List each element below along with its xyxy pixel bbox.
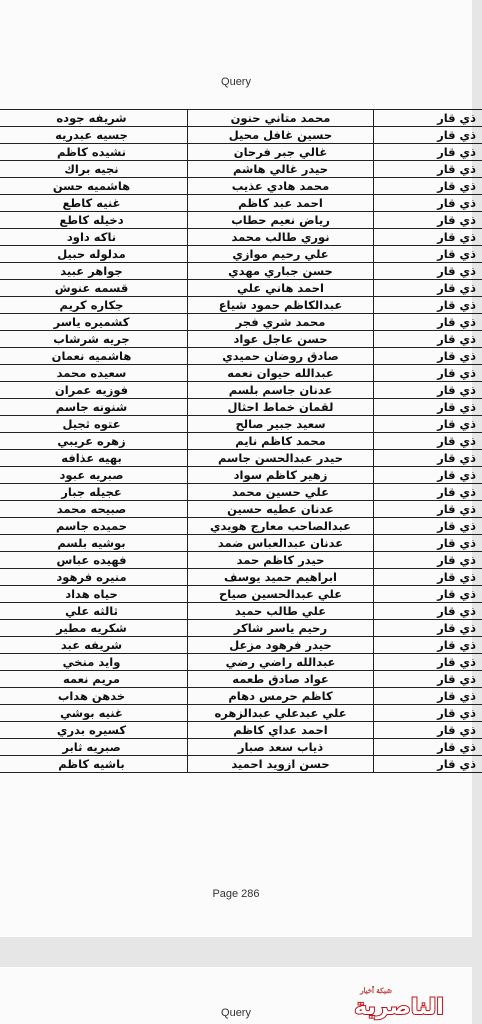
mother-name-cell: هاشميه حسن [0, 178, 188, 195]
table-row [0, 399, 482, 416]
mother-name-cell: جكاره كريم [0, 297, 188, 314]
province-cell: ذي قار [374, 348, 482, 365]
full-name-cell: نوري طالب محمد [188, 229, 374, 246]
table-row [0, 484, 482, 501]
province-cell: ذي قار [374, 195, 482, 212]
table-row [0, 178, 482, 195]
table-row [0, 535, 482, 552]
mother-name-cell: شريفه جوده [0, 110, 188, 127]
province-cell: ذي قار [374, 365, 482, 382]
mother-name-cell: صبيحه محمد [0, 501, 188, 518]
mother-name-cell: غنيه كاطع [0, 195, 188, 212]
mother-name-cell: صبريه ثابر [0, 739, 188, 756]
province-cell: ذي قار [374, 467, 482, 484]
full-name-cell: محمد كاظم نايم [188, 433, 374, 450]
mother-name-cell: عجيله جبار [0, 484, 188, 501]
mother-name-cell: جسيه عبدريه [0, 127, 188, 144]
province-cell: ذي قار [374, 433, 482, 450]
full-name-cell: ابراهيم حميد يوسف [188, 569, 374, 586]
province-cell: ذي قار [374, 110, 482, 127]
province-cell: ذي قار [374, 178, 482, 195]
mother-name-cell: مدلوله حبيل [0, 246, 188, 263]
full-name-cell: زهير كاظم سواد [188, 467, 374, 484]
full-name-cell: حسن عاجل عواد [188, 331, 374, 348]
province-cell: ذي قار [374, 518, 482, 535]
full-name-cell: حيدر كاظم حمد [188, 552, 374, 569]
mother-name-cell: قسمه عنوش [0, 280, 188, 297]
full-name-cell: لقمان خماط احثال [188, 399, 374, 416]
mother-name-cell: زهره عريبي [0, 433, 188, 450]
province-cell: ذي قار [374, 535, 482, 552]
province-cell: ذي قار [374, 603, 482, 620]
province-cell: ذي قار [374, 450, 482, 467]
province-cell: ذي قار [374, 280, 482, 297]
full-name-cell: رحيم ياسر شاكر [188, 620, 374, 637]
mother-name-cell: ناكه داود [0, 229, 188, 246]
table-row [0, 365, 482, 382]
table-row [0, 195, 482, 212]
mother-name-cell: شنونه جاسم [0, 399, 188, 416]
news-logo-watermark [336, 984, 462, 1018]
table-row [0, 705, 482, 722]
full-name-cell: ذياب سعد صبار [188, 739, 374, 756]
table-row [0, 552, 482, 569]
table-row [0, 433, 482, 450]
province-cell: ذي قار [374, 501, 482, 518]
province-cell: ذي قار [374, 246, 482, 263]
mother-name-cell: حياه هداد [0, 586, 188, 603]
full-name-cell: محمد هادي عذيب [188, 178, 374, 195]
mother-name-cell: فهيده عباس [0, 552, 188, 569]
province-cell: ذي قار [374, 161, 482, 178]
table-row [0, 416, 482, 433]
mother-name-cell: شريفه عبد [0, 637, 188, 654]
full-name-cell: عواد صادق طعمه [188, 671, 374, 688]
records-table [0, 109, 482, 773]
mother-name-cell: شكريه مطير [0, 620, 188, 637]
table-row [0, 569, 482, 586]
full-name-cell: عدنان عبدالعباس ضمد [188, 535, 374, 552]
province-cell: ذي قار [374, 263, 482, 280]
province-cell: ذي قار [374, 620, 482, 637]
province-cell: ذي قار [374, 671, 482, 688]
mother-name-cell: كسيره بدري [0, 722, 188, 739]
full-name-cell: عدنان عطيه حسين [188, 501, 374, 518]
mother-name-cell: عتوه ثجيل [0, 416, 188, 433]
table-row [0, 603, 482, 620]
province-cell: ذي قار [374, 705, 482, 722]
mother-name-cell: منيره فرهود [0, 569, 188, 586]
province-cell: ذي قار [374, 722, 482, 739]
mother-name-cell: نجيه براك [0, 161, 188, 178]
table-row [0, 382, 482, 399]
mother-name-cell: باشيه كاظم [0, 756, 188, 773]
mother-name-cell: غنيه بوشي [0, 705, 188, 722]
full-name-cell: علي حسين محمد [188, 484, 374, 501]
table-row [0, 127, 482, 144]
province-cell: ذي قار [374, 739, 482, 756]
next-page-header: Query [221, 1007, 251, 1019]
table-row [0, 263, 482, 280]
province-cell: ذي قار [374, 688, 482, 705]
province-cell: ذي قار [374, 569, 482, 586]
mother-name-cell: كشميره ياسر [0, 314, 188, 331]
full-name-cell: علي طالب حميد [188, 603, 374, 620]
table-row [0, 671, 482, 688]
table-row [0, 637, 482, 654]
province-cell: ذي قار [374, 144, 482, 161]
mother-name-cell: سعيده محمد [0, 365, 188, 382]
province-cell: ذي قار [374, 297, 482, 314]
mother-name-cell: خدهن هداب [0, 688, 188, 705]
full-name-cell: عبدالكاظم حمود شياع [188, 297, 374, 314]
table-row [0, 280, 482, 297]
table-row [0, 246, 482, 263]
province-cell: ذي قار [374, 127, 482, 144]
province-cell: ذي قار [374, 399, 482, 416]
table-row [0, 620, 482, 637]
full-name-cell: علي عبدالحسين صياح [188, 586, 374, 603]
full-name-cell: حيدر عبدالحسن جاسم [188, 450, 374, 467]
mother-name-cell: بهيه عذافه [0, 450, 188, 467]
table-row [0, 518, 482, 535]
table-row [0, 161, 482, 178]
table-row [0, 467, 482, 484]
full-name-cell: حسين غافل محيل [188, 127, 374, 144]
table-row [0, 144, 482, 161]
mother-name-cell: حميده جاسم [0, 518, 188, 535]
logo-main-text: الناصرية [354, 995, 444, 1020]
mother-name-cell: مريم نعمه [0, 671, 188, 688]
full-name-cell: عبدالله حيوان نعمه [188, 365, 374, 382]
province-cell: ذي قار [374, 586, 482, 603]
province-cell: ذي قار [374, 382, 482, 399]
province-cell: ذي قار [374, 552, 482, 569]
table-row [0, 297, 482, 314]
province-cell: ذي قار [374, 331, 482, 348]
province-cell: ذي قار [374, 314, 482, 331]
mother-name-cell: صبريه عبود [0, 467, 188, 484]
table-row [0, 688, 482, 705]
full-name-cell: حسن جباري مهدي [188, 263, 374, 280]
full-name-cell: صادق روضان حميدي [188, 348, 374, 365]
full-name-cell: علي رحيم موازي [188, 246, 374, 263]
full-name-cell: محمد شري فجر [188, 314, 374, 331]
mother-name-cell: هاشميه نعمان [0, 348, 188, 365]
full-name-cell: عدنان جاسم بلسم [188, 382, 374, 399]
full-name-cell: احمد عبد كاظم [188, 195, 374, 212]
province-cell: ذي قار [374, 484, 482, 501]
records-body [0, 110, 482, 773]
full-name-cell: احمد هاني علي [188, 280, 374, 297]
province-cell: ذي قار [374, 212, 482, 229]
table-row [0, 450, 482, 467]
mother-name-cell: بوشيه بلسم [0, 535, 188, 552]
full-name-cell: عبدالصاحب معارج هويدي [188, 518, 374, 535]
mother-name-cell: ثالثه علي [0, 603, 188, 620]
full-name-cell: حيدر فرهود مزعل [188, 637, 374, 654]
province-cell: ذي قار [374, 637, 482, 654]
table-row [0, 314, 482, 331]
province-cell: ذي قار [374, 756, 482, 773]
table-row [0, 110, 482, 127]
mother-name-cell: نشيده كاظم [0, 144, 188, 161]
full-name-cell: علي عبدعلي عبدالزهره [188, 705, 374, 722]
table-row [0, 586, 482, 603]
table-row [0, 756, 482, 773]
table-row [0, 229, 482, 246]
full-name-cell: احمد عداي كاظم [188, 722, 374, 739]
province-cell: ذي قار [374, 416, 482, 433]
page-footer: Page 286 [212, 888, 260, 900]
logo-small-text: شبكة أخبار [360, 987, 392, 995]
table-row [0, 501, 482, 518]
table-row [0, 331, 482, 348]
page-header: Query [221, 76, 251, 88]
province-cell: ذي قار [374, 229, 482, 246]
full-name-cell: رياض نعيم حطاب [188, 212, 374, 229]
mother-name-cell: جريه شرشاب [0, 331, 188, 348]
mother-name-cell: فوزيه عمران [0, 382, 188, 399]
mother-name-cell: جواهر عبيد [0, 263, 188, 280]
full-name-cell: غالي جبر فرحان [188, 144, 374, 161]
table-row [0, 212, 482, 229]
table-row [0, 722, 482, 739]
table-row [0, 739, 482, 756]
full-name-cell: حسن ازويد احميد [188, 756, 374, 773]
table-row [0, 348, 482, 365]
full-name-cell: حيدر غالي هاشم [188, 161, 374, 178]
full-name-cell: محمد متاني حنون [188, 110, 374, 127]
full-name-cell: عبدالله راضي رضي [188, 654, 374, 671]
full-name-cell: سعيد جبير صالح [188, 416, 374, 433]
province-cell: ذي قار [374, 654, 482, 671]
mother-name-cell: دخيله كاطع [0, 212, 188, 229]
table-row [0, 654, 482, 671]
mother-name-cell: وايد منخي [0, 654, 188, 671]
full-name-cell: كاظم حرمس دهام [188, 688, 374, 705]
